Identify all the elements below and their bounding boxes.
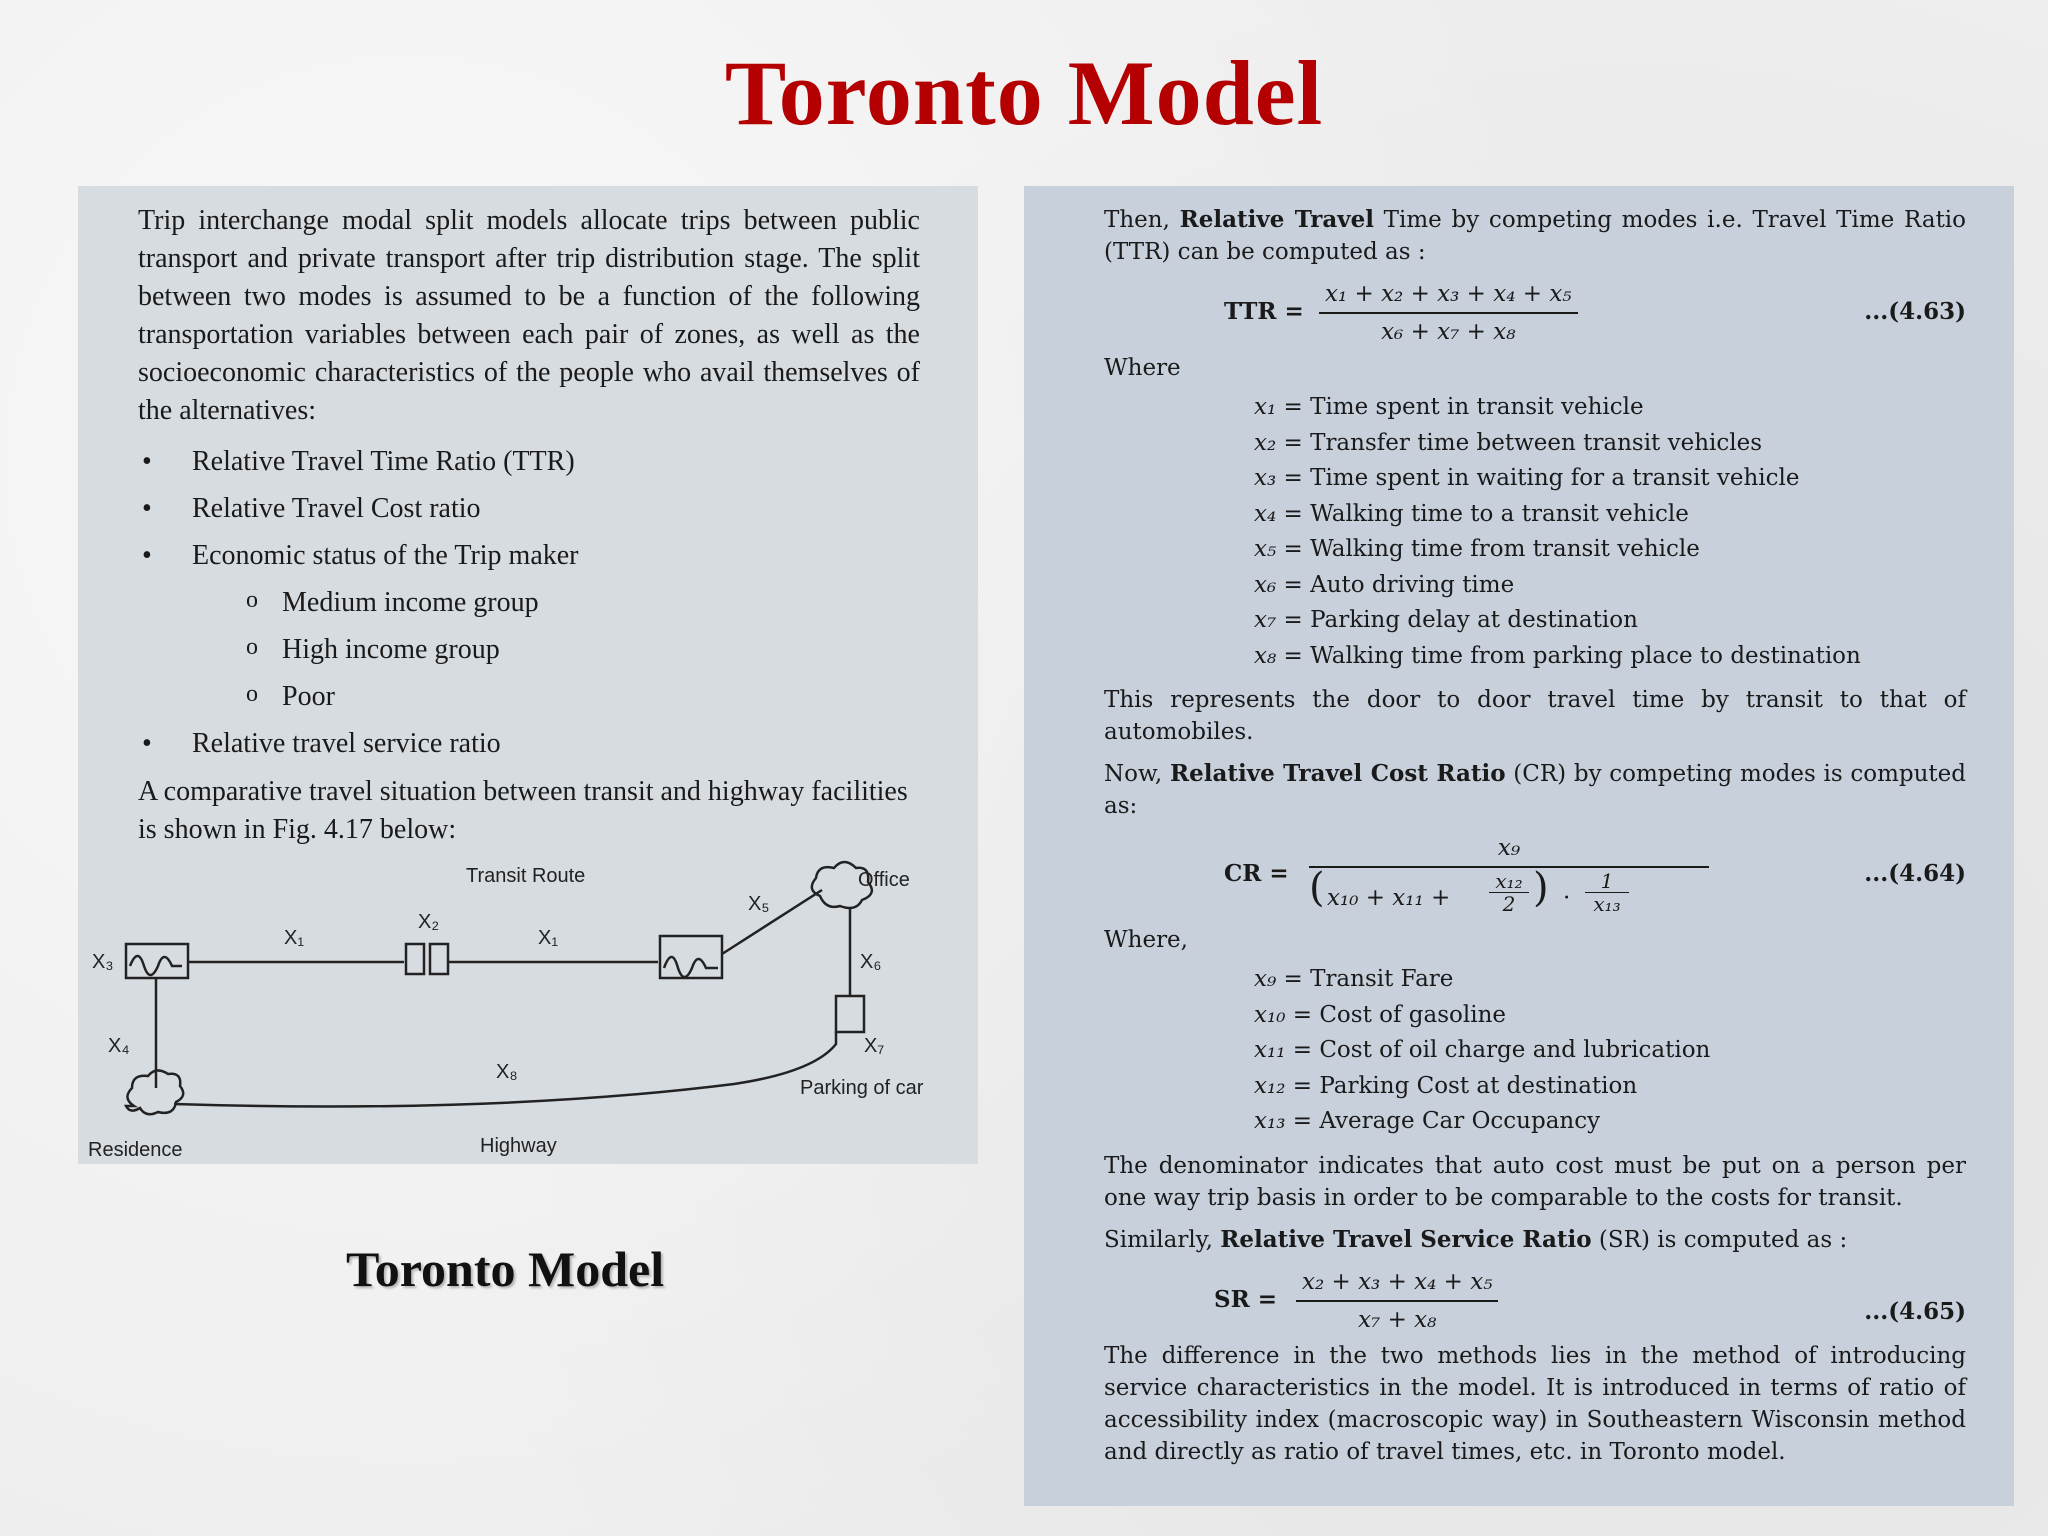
slide-title: Toronto Model bbox=[724, 42, 1324, 144]
list-item: • Economic status of the Trip maker o Medium income group o High income group o Poor bbox=[138, 532, 920, 720]
cr-numerator: x₉ bbox=[1309, 832, 1709, 868]
difference-paragraph: The difference in the two methods lies in the method of introducing service characteristics in the model. It is introduced in terms of ratio of accessibility index (macroscopic way) in Southeastern Wisconsin method and directly as ratio of travel times, etc. in Toronto model. bbox=[1104, 1342, 1966, 1465]
ttr-intro: Then, Relative Travel Time by competing modes i.e. Travel Time Ratio (TTR) can be computed as : bbox=[1104, 206, 1967, 265]
left-scan-panel bbox=[78, 186, 978, 1164]
waiting-symbol bbox=[664, 957, 718, 977]
residence-symbol bbox=[126, 1070, 183, 1114]
origin-stop-box bbox=[126, 944, 188, 978]
ttr-fraction bbox=[1319, 278, 1578, 348]
list-item: • Relative travel service ratio bbox=[138, 720, 920, 767]
waiting-symbol bbox=[130, 956, 182, 975]
ttr-denominator: x₆ + x₇ + x₈ bbox=[1381, 319, 1516, 345]
intro-paragraph: Trip interchange modal split models allocate trips between public transport and private transport after trip distribution stage. The split between two modes is assumed to be a function of the following transportation variables between each pair of zones, as well as the socioeconomic characteristics of the people who avail themselves of the alternatives: bbox=[138, 205, 920, 426]
x4-label: X₄ bbox=[108, 1035, 130, 1057]
ttr-definitions bbox=[1104, 390, 1966, 674]
where-label: Where, bbox=[1104, 927, 1188, 953]
door-to-door-paragraph: This represents the door to door travel time by transit to that of automobiles. bbox=[1104, 687, 1966, 745]
ttr-equation bbox=[1104, 278, 1966, 345]
walk-line bbox=[722, 890, 822, 954]
sr-equation bbox=[1104, 1266, 1966, 1333]
list-item: o Medium income group bbox=[192, 579, 920, 626]
right-scan-panel bbox=[1024, 186, 2014, 1506]
definition-row: x₁₁ = Cost of oil charge and lubrication bbox=[1254, 1037, 1711, 1063]
factor-list bbox=[138, 438, 920, 767]
x5-label: X₅ bbox=[748, 893, 770, 915]
ttr-lhs: TTR = bbox=[1224, 298, 1304, 325]
x1-label-b: X₁ bbox=[538, 927, 559, 949]
definition-row: x₃ = Time spent in waiting for a transit vehicle bbox=[1254, 465, 1800, 491]
parking-box bbox=[836, 996, 864, 1032]
sr-lhs: SR = bbox=[1214, 1285, 1278, 1313]
definition-row: x₁₀ = Cost of gasoline bbox=[1254, 1001, 1507, 1028]
list-item: o Poor bbox=[192, 673, 920, 720]
sr-denominator: x₇ + x₈ bbox=[1358, 1306, 1437, 1333]
x8-label: X₈ bbox=[496, 1061, 518, 1083]
definition-row: x₆ = Auto driving time bbox=[1254, 571, 1515, 598]
x3-label: X₃ bbox=[92, 951, 114, 973]
definition-row: x₉ = Transit Fare bbox=[1254, 966, 1454, 992]
definition-row: x₇ = Parking delay at destination bbox=[1254, 607, 1638, 633]
transfer-box-a bbox=[406, 944, 424, 974]
residence-label: Residence bbox=[88, 1139, 183, 1161]
list-item: o High income group bbox=[192, 626, 920, 673]
list-item: • Relative Travel Time Ratio (TTR) bbox=[138, 438, 920, 485]
highway-label: Highway bbox=[480, 1135, 557, 1157]
definition-row: x₁₂ = Parking Cost at destination bbox=[1254, 1072, 1638, 1099]
cr-lhs: CR = bbox=[1224, 860, 1289, 887]
definition-row: x₁₃ = Average Car Occupancy bbox=[1254, 1108, 1601, 1134]
cr-equation bbox=[1104, 832, 1966, 914]
parking-label: Parking of car bbox=[800, 1077, 924, 1099]
transfer-box-b bbox=[430, 944, 448, 974]
sr-fraction bbox=[1296, 1266, 1498, 1336]
x6-label: X₆ bbox=[860, 951, 882, 973]
x1-label: X₁ bbox=[284, 927, 305, 949]
denominator-paragraph: The denominator indicates that auto cost must be put on a person per one way trip basis in order to be comparable to the costs for transit. bbox=[1104, 1152, 1966, 1211]
equation-number: ...(4.63) bbox=[1864, 298, 1966, 325]
cr-definitions bbox=[1104, 962, 1966, 1140]
sr-numerator: x₂ + x₃ + x₄ + x₅ bbox=[1296, 1266, 1498, 1302]
x7-label: X₇ bbox=[864, 1035, 885, 1057]
figure-caption: Toronto Model bbox=[346, 1241, 665, 1297]
income-sublist bbox=[192, 579, 920, 720]
definition-row: x₈ = Walking time from parking place to destination bbox=[1254, 642, 1861, 669]
definition-row: x₅ = Walking time from transit vehicle bbox=[1254, 536, 1700, 562]
transit-route-label: Transit Route bbox=[466, 865, 586, 887]
travel-situation-diagram bbox=[78, 856, 978, 1164]
definition-row: x₄ = Walking time to a transit vehicle bbox=[1254, 500, 1689, 527]
office-label: Office bbox=[858, 869, 910, 891]
definition-row: x₂ = Transfer time between transit vehicles bbox=[1254, 429, 1763, 456]
equation-number: ...(4.65) bbox=[1864, 1297, 1966, 1325]
x2-label: X₂ bbox=[418, 911, 440, 933]
cr-denominator: ( x₁₀ + x₁₁ + x₁₂ 2 ) · 1 x₁₃ bbox=[1309, 870, 1709, 918]
compare-paragraph: A comparative travel situation between transit and highway facilities is shown in Fig. 4.17 below: bbox=[138, 776, 908, 845]
where-label: Where bbox=[1104, 355, 1181, 381]
cr-fraction bbox=[1309, 832, 1709, 918]
cr-intro: Now, Relative Travel Cost Ratio (CR) by competing modes is computed as: bbox=[1104, 760, 1966, 819]
ttr-numerator: x₁ + x₂ + x₃ + x₄ + x₅ bbox=[1319, 278, 1578, 314]
sr-intro: Similarly, Relative Travel Service Ratio (SR) is computed as : bbox=[1104, 1225, 1848, 1253]
list-item: • Relative Travel Cost ratio bbox=[138, 485, 920, 532]
definition-row: x₁ = Time spent in transit vehicle bbox=[1254, 394, 1644, 420]
equation-number: ...(4.64) bbox=[1864, 860, 1966, 887]
